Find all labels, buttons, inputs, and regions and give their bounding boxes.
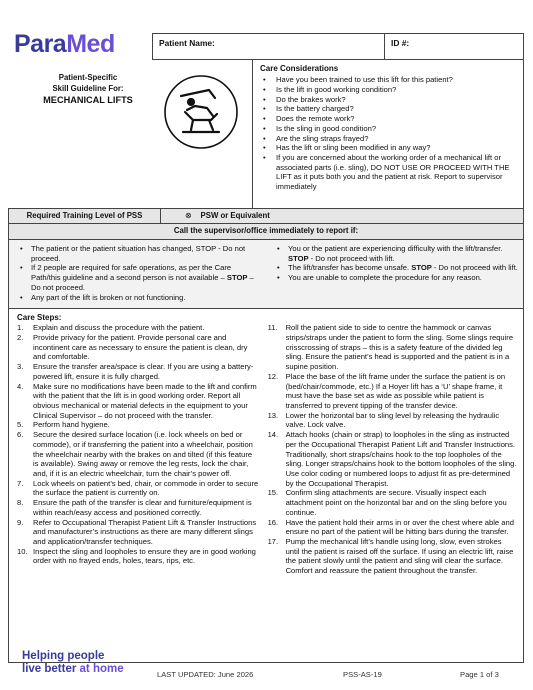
consideration-item: • Does the remote work? (260, 114, 517, 124)
care-step: 8. Ensure the path of the transfer is clear and furniture/equipment is within reach/easy access and positioned correctly. (17, 498, 252, 517)
step-number: 9. (17, 517, 24, 527)
report-item: • The lift/transfer has become unsafe. STOP - Do not proceed with lift. (274, 263, 519, 273)
care-step: 7. Lock wheels on patient’s bed, chair, or commode in order to secure the surface the patient is currently on. (17, 478, 259, 498)
care-steps-title: Care Steps: (17, 313, 62, 322)
care-step: 2. Provide privacy for the patient. Provide personal care and incontinent care as necessary to ensure the patient is clean, dry and comfortable. (17, 332, 248, 362)
care-step: 16. Have the patient hold their arms in or over the chest where able and ensure no part of the patient will be hitting bars during the transfer. (267, 517, 514, 537)
care-considerations (252, 60, 524, 208)
consideration-item: • Is the sling in good condition? (260, 124, 517, 134)
step-number: 12. (267, 371, 279, 381)
care-step: 15. Confirm sling attachments are secure. Visually inspect each attachment point on the horizontal bar and on the sling before you continue. (267, 488, 507, 517)
step-number: 1. (17, 323, 24, 333)
report-list-left (17, 244, 262, 302)
step-number: 16. (267, 517, 279, 527)
training-level-value (161, 209, 270, 223)
care-considerations-title: Care Considerations (260, 64, 339, 73)
step-number: 17. (267, 537, 279, 547)
care-step: 13. Lower the horizontal bar to sling level by releasing the hydraulic valve. Lock valve. (267, 410, 500, 430)
care-steps-right (268, 323, 517, 576)
care-step: 3. Ensure the transfer area/space is clear. If you are using a battery-powered lift, ensure it is fully charged. (17, 362, 254, 381)
patient-id-field: ID #: (391, 38, 410, 48)
report-item: • Any part of the lift is broken or not functioning. (17, 293, 262, 303)
report-item: • You are unable to complete the procedure for any reason. (274, 273, 519, 283)
paramed-logo: ParaMed (14, 30, 115, 58)
care-considerations-list (260, 75, 517, 192)
step-number: 11. (267, 323, 278, 333)
care-step: 1. Explain and discuss the procedure with the patient. (17, 323, 205, 333)
step-number: 4. (17, 381, 24, 391)
care-step: 10. Inspect the sling and loopholes to ensure they are in good working order with no frayed ends, holes, tears, rips, etc. (17, 546, 256, 566)
care-step: 4. Make sure no modifications have been made to the lift and confirm with the patient that the lift is in good working order. Report all obvious mechanical or material defects in the equipment to your Clinical Supervisor – do not proceed with the transfer. (17, 381, 257, 420)
report-item: • If 2 people are required for safe operations, as per the Care Path/this guideline and a second person is not available – STOP – Do not proceed. (17, 263, 262, 292)
report-list-right (274, 244, 519, 283)
patient-name-field: Patient Name: (153, 34, 385, 59)
guideline-line1: Patient-Specific (58, 73, 118, 82)
care-step: 6. Secure the desired surface location (i.e. lock wheels on bed or commode), or if transferring the patient into a wheelchair, position the wheelchair nearby with the brakes on and tilted (if this feature is available). Swing away or remove the leg rests, lock the chair, and, if it is an electric wheelchair, turn the chair’s power off. (17, 430, 253, 479)
training-level-text: PSW or Equivalent (200, 211, 270, 220)
call-supervisor-heading: Call the supervisor/office immediately to report if: (8, 224, 524, 240)
care-step: 9. Refer to Occupational Therapist Patient Lift & Transfer Instructions and manufacturer’s instructions as there are many different slings and application/transfer techniques. (17, 517, 257, 547)
step-number: 7. (17, 478, 24, 488)
step-number: 5. (17, 420, 24, 430)
tagline-line1: Helping people (22, 650, 105, 662)
step-number: 14. (267, 430, 279, 440)
brand-tagline (22, 650, 124, 676)
consideration-item: • If you are concerned about the working order of a mechanical lift or associated parts (i.e. sling), DO NOT USE OR PROCEED WITH THE LIFT as it puts both you and the patient at risk. Report to supervisor immediately (260, 153, 517, 192)
care-steps (8, 309, 524, 663)
page-number: Page 1 of 3 (460, 670, 499, 679)
consideration-item: • Is the lift in good working condition? (260, 85, 517, 95)
patient-lift-icon (163, 74, 239, 150)
consideration-item: • Is the battery charged? (260, 104, 517, 114)
document-code: PSS-AS-19 (343, 670, 382, 679)
consideration-item: • Have you been trained to use this lift for this patient? (260, 75, 517, 85)
guideline-line2: Skill Guideline For: (52, 83, 124, 93)
care-step: 17. Pump the mechanical lift’s handle using long, slow, even strokes until the patient is raised off the surface. If using an electric lift, raise the patient slowly until the patient and sling will clear the surface. Comfort and reassure the patient throughout the transfer. (267, 537, 514, 576)
care-step: 12. Place the base of the lift frame under the surface the patient is on (bed/chair/commode, etc.) If a Hoyer lift has a ‘U’ shape frame, it must have the base set as wide as possible while patient is transferred to prevent tipping of the transfer device. (267, 371, 506, 410)
report-conditions (8, 240, 524, 309)
training-level-label: Required Training Level of PSS (9, 209, 161, 223)
tagline-line2: live better at home (22, 662, 124, 675)
patient-header (152, 33, 524, 60)
step-number: 2. (17, 332, 24, 342)
guideline-main-title: MECHANICAL LIFTS (43, 95, 133, 106)
circled-times-icon: ⊗ (185, 211, 192, 220)
care-step: 14. Attach hooks (chain or strap) to loopholes in the sling as instructed per the Occupational Therapist Patient Lift and Transfer Instructions. Traditionally, short straps/chains hook to the top loopholes of the sling. Longer straps/chains hook to the bottom loopholes of the sling. Use color coding or numbered loops to adjust fit as pre-determined by the Occupational Therapist. (267, 430, 517, 488)
step-number: 15. (267, 488, 279, 498)
last-updated: LAST UPDATED: June 2026 (157, 670, 254, 679)
step-number: 13. (267, 410, 279, 420)
guideline-title (30, 73, 146, 106)
consideration-item: • Has the lift or sling been modified in any way? (260, 143, 517, 153)
report-item: • The patient or the patient situation has changed, STOP - Do not proceed. (17, 244, 262, 263)
report-item: • You or the patient are experiencing difficulty with the lift/transfer. STOP - Do not proceed with lift. (274, 244, 519, 263)
step-number: 8. (17, 498, 24, 508)
care-step: 5. Perform hand hygiene. (17, 420, 110, 430)
care-step: 11. Roll the patient side to side to centre the hammock or canvas strips/straps under the patient to form the sling. Some slings require crisscrossing of straps – this is a safety feature of the divided leg sling. Ensure the patient’s head is supported and the patient is in a supine position. (267, 323, 514, 372)
training-level-row (8, 208, 524, 224)
care-steps-left (17, 323, 260, 566)
step-number: 6. (17, 430, 24, 440)
consideration-item: • Are the sling straps frayed? (260, 134, 517, 144)
step-number: 10. (17, 546, 28, 556)
consideration-item: • Do the brakes work? (260, 95, 517, 105)
step-number: 3. (17, 362, 24, 372)
